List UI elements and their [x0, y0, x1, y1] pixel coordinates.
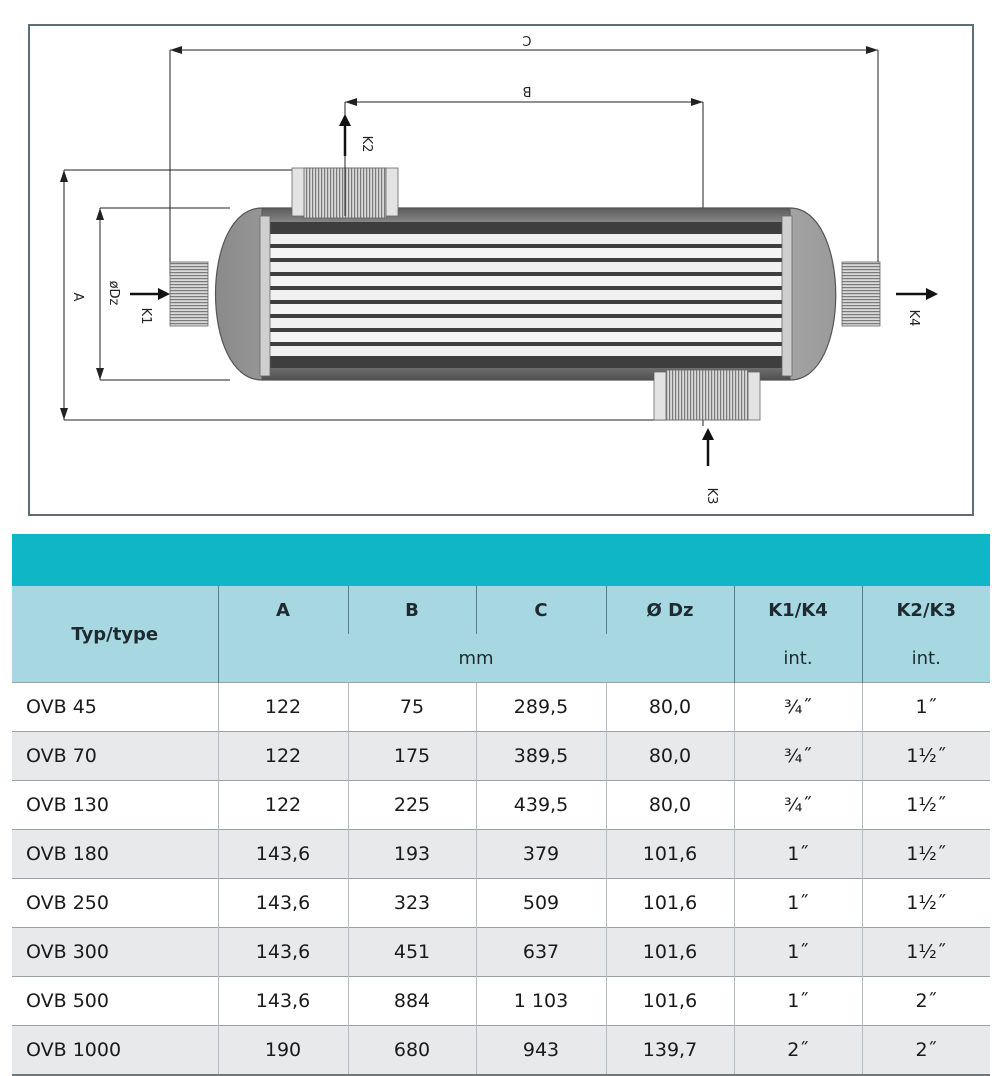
table-row — [12, 879, 990, 928]
label-k3: K3 — [704, 487, 719, 505]
cell-k2k3: 1½˝ — [862, 781, 990, 830]
cell-b: 175 — [348, 732, 476, 781]
cell-k1k4: 2˝ — [734, 1026, 862, 1076]
arrow-k2 — [339, 114, 374, 156]
cell-k1k4: ¾˝ — [734, 781, 862, 830]
header-unit-int-k2k3: int. — [862, 634, 990, 683]
technical-drawing-svg — [30, 26, 972, 514]
cell-k1k4: 1˝ — [734, 830, 862, 879]
cell-a: 122 — [218, 732, 348, 781]
cell-dz: 139,7 — [606, 1026, 734, 1076]
tube-bundle — [268, 234, 784, 356]
header-dz: Ø Dz — [606, 586, 734, 634]
heat-exchanger-drawing — [28, 24, 974, 516]
cell-a: 143,6 — [218, 879, 348, 928]
table-row — [12, 732, 990, 781]
cell-k1k4: ¾˝ — [734, 732, 862, 781]
dim-label-a: A — [70, 292, 85, 302]
cell-a: 143,6 — [218, 977, 348, 1026]
cell-c: 943 — [476, 1026, 606, 1076]
cell-k2k3: 1½˝ — [862, 879, 990, 928]
cell-a: 122 — [218, 683, 348, 732]
header-typ: Typ/type — [12, 586, 218, 683]
cell-c: 1 103 — [476, 977, 606, 1026]
cell-a: 143,6 — [218, 830, 348, 879]
cell-k1k4: 1˝ — [734, 977, 862, 1026]
cell-typ: OVB 180 — [12, 830, 218, 879]
arrow-k4 — [896, 288, 938, 326]
cell-c: 389,5 — [476, 732, 606, 781]
cell-c: 379 — [476, 830, 606, 879]
cell-k2k3: 2˝ — [862, 1026, 990, 1076]
cell-k2k3: 1½˝ — [862, 732, 990, 781]
cell-dz: 101,6 — [606, 830, 734, 879]
cell-b: 680 — [348, 1026, 476, 1076]
cell-k2k3: 1½˝ — [862, 830, 990, 879]
header-c: C — [476, 586, 606, 634]
header-a: A — [218, 586, 348, 634]
header-k2k3: K2/K3 — [862, 586, 990, 634]
cell-b: 451 — [348, 928, 476, 977]
label-k2: K2 — [359, 135, 374, 153]
label-k4: K4 — [906, 309, 921, 327]
cell-c: 289,5 — [476, 683, 606, 732]
cell-typ: OVB 300 — [12, 928, 218, 977]
table-body — [12, 683, 990, 1076]
cell-c: 637 — [476, 928, 606, 977]
cell-k1k4: 1˝ — [734, 928, 862, 977]
header-unit-mm: mm — [218, 634, 734, 683]
header-b: B — [348, 586, 476, 634]
cell-k1k4: 1˝ — [734, 879, 862, 928]
table-row — [12, 781, 990, 830]
exchanger-body — [170, 102, 880, 420]
cell-dz: 80,0 — [606, 683, 734, 732]
table-row — [12, 683, 990, 732]
table-row — [12, 830, 990, 879]
cell-typ: OVB 130 — [12, 781, 218, 830]
cell-b: 193 — [348, 830, 476, 879]
cell-dz: 101,6 — [606, 928, 734, 977]
cell-k2k3: 2˝ — [862, 977, 990, 1026]
cell-b: 75 — [348, 683, 476, 732]
dim-label-c: C — [522, 32, 532, 47]
cell-b: 323 — [348, 879, 476, 928]
cell-b: 225 — [348, 781, 476, 830]
cell-a: 122 — [218, 781, 348, 830]
table-row — [12, 928, 990, 977]
cell-a: 190 — [218, 1026, 348, 1076]
table-row — [12, 977, 990, 1026]
cell-dz: 101,6 — [606, 977, 734, 1026]
dim-label-b: B — [522, 83, 532, 98]
cell-dz: 80,0 — [606, 732, 734, 781]
arrow-k3 — [702, 428, 719, 504]
cell-typ: OVB 1000 — [12, 1026, 218, 1076]
cell-k2k3: 1˝ — [862, 683, 990, 732]
cell-c: 439,5 — [476, 781, 606, 830]
cell-typ: OVB 250 — [12, 879, 218, 928]
label-k1: K1 — [138, 307, 153, 325]
cell-dz: 80,0 — [606, 781, 734, 830]
spec-table-section — [12, 534, 990, 1076]
cell-b: 884 — [348, 977, 476, 1026]
cell-k1k4: ¾˝ — [734, 683, 862, 732]
dimensions-table — [12, 586, 990, 1076]
arrow-k1 — [130, 288, 170, 324]
dim-label-dz: øDz — [106, 280, 121, 306]
cell-typ: OVB 45 — [12, 683, 218, 732]
header-unit-int-k1k4: int. — [734, 634, 862, 683]
cell-typ: OVB 70 — [12, 732, 218, 781]
cell-dz: 101,6 — [606, 879, 734, 928]
cell-c: 509 — [476, 879, 606, 928]
cell-a: 143,6 — [218, 928, 348, 977]
table-title-bar — [12, 534, 990, 586]
cell-k2k3: 1½˝ — [862, 928, 990, 977]
header-k1k4: K1/K4 — [734, 586, 862, 634]
cell-typ: OVB 500 — [12, 977, 218, 1026]
